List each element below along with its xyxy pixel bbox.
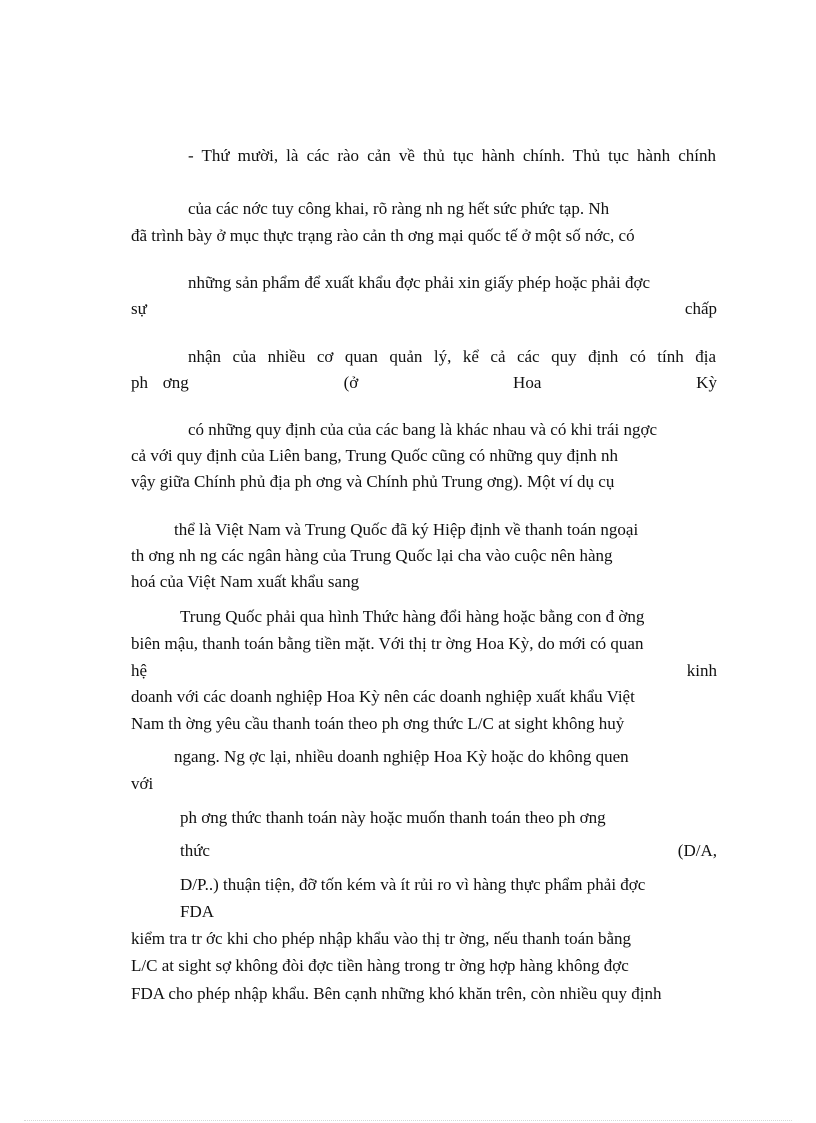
text-line: biên mậu, thanh toán bằng tiền mặt. Với thị tr ờng Hoa Kỳ, do mới có quan — [131, 634, 644, 653]
word: Hoa — [513, 373, 542, 392]
text-line: nhận của nhiều cơ quan quản lý, kể cả các quy định có tính địa — [188, 347, 716, 366]
text-line: hoá của Việt Nam xuất khẩu sang — [131, 572, 360, 591]
text-line: Nam th ờng yêu cầu thanh toán theo ph ơng thức L/C at sight không huỷ — [131, 714, 625, 733]
text-line: FDA cho phép nhập khẩu. Bên cạnh những khó khăn trên, còn nhiều quy định — [131, 984, 662, 1003]
text-line: cả với quy định của Liên bang, Trung Quốc cũng có những quy định nh — [131, 446, 619, 465]
word: kinh — [686, 661, 717, 680]
word: chấp — [684, 299, 717, 318]
word: ơng — [162, 373, 189, 392]
word: (D/A, — [677, 841, 717, 860]
word: ph — [131, 373, 148, 392]
word: hệ — [131, 661, 148, 680]
text-line: th ơng nh ng các ngân hàng của Trung Quốc lại cha vào cuộc nên hàng — [131, 546, 613, 565]
text-line — [131, 373, 717, 393]
text-line: có những quy định của của các bang là khác nhau và có khi trái ngợc — [188, 420, 658, 439]
text-line — [131, 299, 717, 319]
text-line: ph ơng thức thanh toán này hoặc muốn thanh toán theo ph ơng — [180, 808, 606, 827]
text-line: thể là Việt Nam và Trung Quốc đã ký Hiệp định về thanh toán ngoại — [174, 520, 639, 539]
word: (ở — [343, 373, 359, 392]
text-line — [180, 841, 717, 861]
text-line: đã trình bày ở mục thực trạng rào cản th ơng mại quốc tế ở một số nớc, có — [131, 226, 635, 245]
text-line: D/P..) thuận tiện, đỡ tốn kém và ít rủi ro vì hàng thực phẩm phải đợc — [180, 875, 646, 894]
page-bottom-rule — [24, 1120, 792, 1121]
text-line: những sản phẩm để xuất khẩu đợc phải xin giấy phép hoặc phải đợc — [188, 273, 650, 292]
word: Kỳ — [696, 373, 717, 392]
text-line: Trung Quốc phải qua hình Thức hàng đổi hàng hoặc bằng con đ ờng — [180, 607, 645, 626]
word: sự — [131, 299, 147, 318]
text-line: với — [131, 774, 154, 793]
text-line: - Thứ mười, là các rào cản về thủ tục hành chính. Thủ tục hành chính — [188, 146, 716, 165]
text-line: ngang. Ng ợc lại, nhiều doanh nghiệp Hoa Kỳ hoặc do không quen — [174, 747, 629, 766]
text-line: FDA — [180, 902, 215, 921]
text-line: của các nớc tuy công khai, rõ ràng nh ng hết sức phức tạp. Nh — [188, 199, 610, 218]
text-line: vậy giữa Chính phủ địa ph ơng và Chính phủ Trung ơng). Một ví dụ cụ — [131, 472, 615, 491]
text-line: L/C at sight sợ không đòi đợc tiền hàng trong tr ờng hợp hàng không đợc — [131, 956, 629, 975]
text-line — [131, 661, 717, 681]
text-line: kiểm tra tr ớc khi cho phép nhập khẩu vào thị tr ờng, nếu thanh toán bằng — [131, 929, 631, 948]
text-line: doanh với các doanh nghiệp Hoa Kỳ nên các doanh nghiệp xuất khẩu Việt — [131, 687, 635, 706]
word: thức — [180, 841, 210, 860]
